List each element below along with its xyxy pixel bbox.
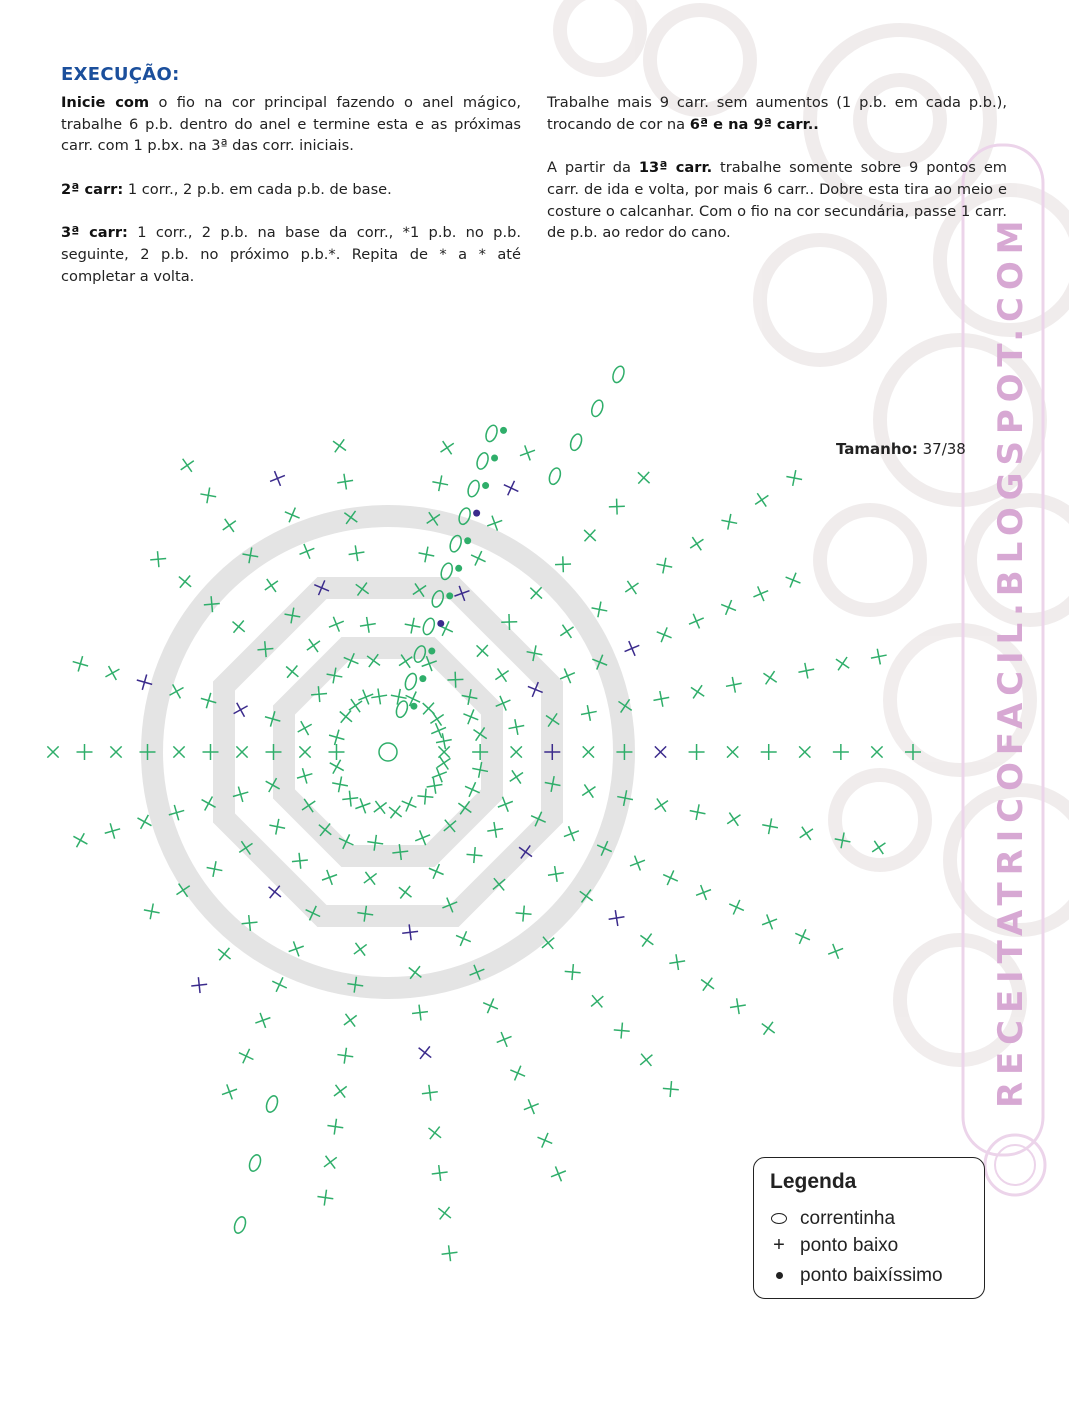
chart-stitch-plus xyxy=(686,611,707,632)
chart-stitch-slip xyxy=(455,565,462,572)
chart-stitch-plus xyxy=(236,1045,257,1066)
section-heading: EXECUÇÃO: xyxy=(61,64,180,85)
chart-stitch-plus xyxy=(205,860,224,879)
instruction-paragraph: 3ª carr: 1 corr., 2 p.b. na base da corr., *1 p.b. no p.b. seguinte, 2 p.b. no próximo p.b.*. Repita de * a * até completar a volta. xyxy=(61,224,521,285)
chart-stitch-plus xyxy=(356,905,374,923)
chart-stitch-plus xyxy=(614,695,636,717)
chart-stitch-chain xyxy=(475,451,490,470)
chart-stitch-plus xyxy=(480,995,501,1016)
chart-stitch-plus xyxy=(203,744,219,760)
chart-stitch-plus xyxy=(564,963,581,980)
legend-item: ponto baixíssimo xyxy=(768,1265,943,1287)
chart-stitch-plus xyxy=(507,1063,528,1084)
chart-stitch-plus xyxy=(319,867,340,888)
chart-stitch-plus xyxy=(297,541,318,562)
chart-stitch-plus xyxy=(797,661,816,680)
chart-stitch-plus xyxy=(785,469,804,488)
chart-stitch-plus xyxy=(336,831,357,852)
chart-stitch-plus xyxy=(525,679,546,700)
chart-stitch-slip xyxy=(482,482,489,489)
chart-stitch-plus xyxy=(336,1047,354,1065)
chart-stitch-plus xyxy=(269,974,290,995)
chart-stitch-plus xyxy=(555,556,572,573)
chart-stitch-plus xyxy=(336,472,354,490)
chart-stitch-plus xyxy=(302,902,323,923)
chart-stitch-plus xyxy=(514,841,536,863)
chart-stitch-plus xyxy=(422,508,444,530)
chart-stitch-plus xyxy=(435,618,456,639)
chart-stitch-slip xyxy=(500,427,507,434)
chart-stitch-plus xyxy=(399,794,420,815)
chart-stitch-plus xyxy=(616,744,632,760)
chart-stitch-plus xyxy=(421,1084,439,1102)
chart-stitch-plus xyxy=(460,688,479,707)
chart-stitch-plus xyxy=(452,583,473,604)
chart-stitch-plus xyxy=(349,938,371,960)
chart-stitch-plus xyxy=(484,513,505,534)
chart-stitch-plus xyxy=(825,941,846,962)
chart-stitch-plus xyxy=(241,546,260,565)
chart-stitch-plus xyxy=(295,766,315,786)
chart-stitch-plus xyxy=(262,774,284,796)
chart-stitch-plus xyxy=(833,744,849,760)
chart-stitch-plus xyxy=(494,1029,515,1050)
chart-stitch-plus xyxy=(905,744,921,760)
chart-stitch-plus xyxy=(230,699,252,721)
chart-stitch-plus xyxy=(316,1189,334,1207)
instruction-paragraph: Inicie com o fio na cor principal fazendo o anel mágico, trabalhe 6 p.b. dentro do anel e termine esta e as próximas carr. com 1 p.bx. na 3ª das corr. iniciais. xyxy=(61,94,521,155)
chart-stitch-plus xyxy=(447,671,464,688)
chart-stitch-plus xyxy=(460,706,481,727)
chart-stitch-plus xyxy=(203,595,220,612)
chart-stitch-plus xyxy=(662,1080,679,1097)
chart-stitch-plus xyxy=(793,741,816,764)
chart-stitch-plus xyxy=(326,1118,344,1136)
oval-chain-icon xyxy=(768,1208,790,1230)
chart-stitch-plus xyxy=(417,545,436,564)
chart-stitch-plus xyxy=(792,926,813,947)
chart-stitch-chain xyxy=(403,672,418,691)
chart-stitch-plus xyxy=(759,912,780,933)
chart-stitch-plus xyxy=(649,741,672,764)
chart-stitch-plus xyxy=(339,1009,361,1031)
chart-stitch-plus xyxy=(491,664,513,686)
chart-stitch-plus xyxy=(359,616,377,634)
chart-stitch-plus xyxy=(424,1122,446,1144)
chart-stitch-plus xyxy=(453,928,474,949)
chart-stitch-plus xyxy=(218,514,240,536)
chart-stitch-plus xyxy=(723,808,745,830)
chart-stitch-chain xyxy=(421,617,436,636)
chart-stitch-plus xyxy=(319,1151,341,1173)
chart-stitch-plus xyxy=(542,709,564,731)
chart-stitch-chain xyxy=(568,433,583,452)
chart-stitch-plus xyxy=(454,797,476,819)
chart-stitch-plus xyxy=(466,846,483,863)
chart-stitch-plus xyxy=(366,834,384,852)
chart-stitch-plus xyxy=(346,976,364,994)
chart-stitch-plus xyxy=(172,879,194,901)
chart-stitch-chain xyxy=(611,365,626,384)
chart-stitch-plus xyxy=(291,852,309,870)
chart-stitch-plus xyxy=(507,718,526,737)
chart-stitch-plus xyxy=(395,650,417,672)
chart-stitch-chain xyxy=(448,534,463,553)
chart-stitch-plus xyxy=(686,533,708,555)
chart-stitch-plus xyxy=(140,744,156,760)
chart-stitch-plus xyxy=(557,665,578,686)
chart-stitch-plus xyxy=(283,606,302,625)
chart-stitch-slip xyxy=(491,454,498,461)
chart-stitch-plus xyxy=(501,614,518,631)
chart-stitch-slip xyxy=(473,510,480,517)
chart-stitch-plus xyxy=(586,990,609,1013)
chart-stitch-plus xyxy=(439,895,460,916)
chart-stitch-plus xyxy=(329,1080,351,1102)
chart-stitch-chain xyxy=(430,589,445,608)
chart-stitch-plus xyxy=(578,780,600,802)
legend-box xyxy=(753,1157,985,1299)
chart-stitch-plus xyxy=(391,843,409,861)
chart-stitch-slip xyxy=(410,703,417,710)
chart-stitch-plus xyxy=(590,600,609,619)
chart-stitch-plus xyxy=(654,624,675,645)
chart-stitch-plus xyxy=(198,793,220,815)
chart-stitch-plus xyxy=(231,784,251,804)
chart-stitch-slip xyxy=(446,592,453,599)
chart-stitch-plus xyxy=(174,570,197,593)
chart-stitch-chain xyxy=(264,1094,279,1113)
chart-stitch-chain xyxy=(484,424,499,443)
chart-stitch-plus xyxy=(436,437,458,459)
chart-stitch-plus xyxy=(166,680,188,702)
chart-stitch-plus xyxy=(495,794,516,815)
legend-title: Legenda xyxy=(770,1170,857,1193)
chart-stitch-plus xyxy=(462,779,483,800)
chart-stitch-plus xyxy=(231,741,254,764)
chart-stitch-chain xyxy=(232,1215,247,1234)
chart-stitch-plus xyxy=(227,615,250,638)
chart-stitch-plus xyxy=(394,881,416,903)
chart-stitch-plus xyxy=(635,1049,658,1072)
chart-stitch-plus xyxy=(142,902,161,921)
chart-stitch-plus xyxy=(517,443,538,464)
chart-stitch-plus xyxy=(102,662,124,684)
chart-stitch-slip xyxy=(419,675,426,682)
chart-stitch-plus xyxy=(759,667,781,689)
chart-stitch-plus xyxy=(718,597,739,618)
chart-stitch-plus xyxy=(103,821,123,841)
chart-stitch-plus xyxy=(351,578,373,600)
chart-stitch-plus xyxy=(607,909,625,927)
chart-stitch-plus xyxy=(42,741,65,764)
chart-stitch-plus xyxy=(655,556,674,575)
chart-stitch-plus xyxy=(761,817,780,836)
chart-stitch-plus xyxy=(168,741,191,764)
chart-stitch-plus xyxy=(135,672,155,692)
chart-stitch-plus xyxy=(370,687,388,705)
chart-stitch-plus xyxy=(525,582,548,605)
chart-stitch-plus xyxy=(544,744,560,760)
chart-stitch-plus xyxy=(751,489,773,511)
chart-stitch-plus xyxy=(866,741,889,764)
chart-stitch-plus xyxy=(472,744,488,760)
chart-stitch-plus xyxy=(720,512,739,531)
chart-stitch-plus xyxy=(621,576,643,598)
chart-stitch-plus xyxy=(577,741,600,764)
chart-stitch-plus xyxy=(750,583,771,604)
chart-stitch-plus xyxy=(331,775,350,794)
chart-stitch-slip xyxy=(437,620,444,627)
chart-stitch-plus xyxy=(219,1082,240,1103)
chart-stitch-plus xyxy=(534,1130,555,1151)
chart-stitch-plus xyxy=(488,873,511,896)
chart-stitch-plus xyxy=(359,867,381,889)
chart-stitch-plus xyxy=(412,827,433,848)
chart-stitch-plus xyxy=(627,853,648,874)
chart-stitch-plus xyxy=(471,640,494,663)
chart-stitch-plus xyxy=(521,1096,542,1117)
instruction-paragraph: 2ª carr: 1 corr., 2 p.b. em cada p.b. de base. xyxy=(61,180,392,198)
chart-stitch-plus xyxy=(302,634,324,656)
chart-stitch-plus xyxy=(579,524,602,547)
chart-stitch-plus xyxy=(404,961,426,983)
chart-stitch-plus xyxy=(267,468,288,489)
chart-stitch-plus xyxy=(257,640,274,657)
chart-stitch-plus xyxy=(467,962,488,983)
chart-stitch-plus xyxy=(500,477,521,498)
chart-stitch-plus xyxy=(561,823,582,844)
chart-stitch-plus xyxy=(469,723,491,745)
chart-stitch-plus xyxy=(537,932,560,955)
chart-stitch-chain xyxy=(547,466,562,485)
chart-stitch-plus xyxy=(150,550,167,567)
chart-stitch-plus xyxy=(213,943,236,966)
chart-stitch-plus xyxy=(660,867,681,888)
chart-stitch-plus xyxy=(417,788,434,805)
chart-stitch-plus xyxy=(594,838,615,859)
chart-stitch-plus xyxy=(613,1022,630,1039)
legend-item: + ponto baixo xyxy=(768,1235,898,1257)
chart-stitch-plus xyxy=(609,498,626,515)
chart-stitch-plus xyxy=(314,818,337,841)
chart-stitch-chain xyxy=(394,700,409,719)
chart-stitch-plus xyxy=(199,691,219,711)
chart-stitch-plus xyxy=(325,666,344,685)
chart-stitch-plus xyxy=(831,653,853,675)
chart-stitch-plus xyxy=(414,1041,436,1063)
chart-stitch-plus xyxy=(260,574,282,596)
chart-stitch-plus xyxy=(696,973,718,995)
chart-stitch-plus xyxy=(253,1010,274,1031)
chart-stitch-plus xyxy=(235,837,257,859)
chart-stitch-plus xyxy=(71,654,91,674)
chart-stitch-plus xyxy=(268,817,287,836)
chart-stitch-plus xyxy=(411,1004,429,1022)
chart-stitch-chain xyxy=(247,1153,262,1172)
chart-stitch-plus xyxy=(689,744,705,760)
chart-stitch-plus xyxy=(795,822,817,844)
chart-stitch-plus xyxy=(326,614,347,635)
chart-stitch-plus xyxy=(833,831,852,850)
chart-stitch-plus xyxy=(505,766,527,788)
chart-stitch-plus xyxy=(408,579,430,601)
chart-stitch-slip xyxy=(464,537,471,544)
chart-stitch-plus xyxy=(176,454,198,476)
chart-stitch-plus xyxy=(241,914,259,932)
chart-stitch-plus xyxy=(686,681,708,703)
chart-stitch-plus xyxy=(486,821,504,839)
chart-stitch-plus xyxy=(528,808,549,829)
chart-stitch-plus xyxy=(471,761,490,780)
chart-stitch-plus xyxy=(328,435,350,457)
chart-stitch-plus xyxy=(329,744,345,760)
chart-stitch-plus xyxy=(310,685,327,702)
chart-stitch-plus xyxy=(468,548,489,569)
chart-stitch-plus xyxy=(294,717,316,739)
chart-stitch-plus xyxy=(632,466,655,489)
chart-stitch-plus xyxy=(650,794,672,816)
chart-stitch-plus xyxy=(341,650,362,671)
chart-stitch-plus xyxy=(286,939,307,960)
chart-stitch-plus xyxy=(721,741,744,764)
chart-stitch-plus xyxy=(362,649,384,671)
chart-stitch-plus xyxy=(636,929,658,951)
chart-stitch-plus xyxy=(688,803,707,822)
chart-stitch-plus xyxy=(589,652,610,673)
chart-stitch-slip xyxy=(428,648,435,655)
chart-stitch-plus xyxy=(652,689,671,708)
chart-stitch-plus xyxy=(726,897,747,918)
chart-stitch-plus xyxy=(668,953,686,971)
chart-stitch-plus xyxy=(77,744,93,760)
chart-stitch-plus xyxy=(369,796,391,818)
chart-stitch-plus xyxy=(335,705,358,728)
chart-stitch-plus xyxy=(347,544,365,562)
chart-stitch-plus xyxy=(70,829,92,851)
chart-stitch-plus xyxy=(134,811,156,833)
chart-stitch-chain xyxy=(412,644,427,663)
chart-stitch-plus xyxy=(403,616,422,635)
chart-stitch-plus xyxy=(783,570,804,591)
chart-stitch-plus xyxy=(311,577,332,598)
instruction-paragraph: A partir da 13ª carr. trabalhe somente sobre 9 pontos em carr. de ida e volta, por mais 6 carr.. Dobre esta tira ao meio e costure o calcanhar. Com o fio na cor secundária, passe 1 carr. de p.b. ao redor do cano. xyxy=(547,159,1008,242)
chart-stitch-plus xyxy=(340,506,362,528)
chart-stitch-plus xyxy=(190,976,208,994)
chart-stitch-plus xyxy=(441,1244,459,1262)
chart-stitch-plus xyxy=(426,861,447,882)
chart-stitch-plus xyxy=(401,923,419,941)
chart-stitch-plus xyxy=(263,881,286,904)
chart-stitch-plus xyxy=(384,801,406,823)
chart-stitch-plus xyxy=(266,744,282,760)
plus-stitch-icon: + xyxy=(773,1234,785,1256)
chart-stitch-plus xyxy=(575,885,597,907)
chart-stitch-chain xyxy=(439,562,454,581)
chart-stitch-plus xyxy=(417,697,440,720)
chart-stitch-plus xyxy=(547,865,565,883)
site-watermark: RECEITATRICOFACIL.BLOGSPOT.COM xyxy=(991,218,1031,1108)
chart-stitch-plus xyxy=(729,997,747,1015)
size-info: Tamanho: 37/38 xyxy=(836,440,966,458)
chart-stitch-plus xyxy=(281,660,304,683)
chart-stitch-plus xyxy=(515,905,532,922)
dot-slip-icon xyxy=(768,1265,790,1287)
chart-stitch-plus xyxy=(433,752,455,774)
chart-stitch-plus xyxy=(263,709,283,729)
chart-stitch-plus xyxy=(105,741,128,764)
chart-stitch-plus xyxy=(621,638,642,659)
chart-stitch-plus xyxy=(761,744,777,760)
chart-stitch-plus xyxy=(868,836,890,858)
chart-stitch-chain xyxy=(457,506,472,525)
chart-stitch-plus xyxy=(439,815,462,838)
chart-stitch-plus xyxy=(505,741,528,764)
chart-stitch-chain xyxy=(590,399,605,418)
chart-stitch-chain xyxy=(466,479,481,498)
chart-stitch-plus xyxy=(616,789,635,808)
chart-stitch-plus xyxy=(525,644,544,663)
chart-stitch-plus xyxy=(434,732,453,751)
chart-stitch-plus xyxy=(199,486,218,505)
chart-stitch-plus xyxy=(757,1017,779,1039)
chart-stitch-plus xyxy=(548,1163,569,1184)
chart-stitch-plus xyxy=(298,794,320,816)
chart-stitch-plus xyxy=(433,1202,455,1224)
instruction-paragraph: Trabalhe mais 9 carr. sem aumentos (1 p.b. em cada p.b.), trocando de cor na 6ª e na 9ª carr.. xyxy=(547,94,1007,133)
chart-stitch-plus xyxy=(294,741,317,764)
chart-stitch-plus xyxy=(167,803,187,823)
chart-stitch-plus xyxy=(693,882,714,903)
chart-stitch-plus xyxy=(341,790,359,808)
chart-stitch-plus xyxy=(556,620,578,642)
chart-stitch-plus xyxy=(724,675,743,694)
chart-stitch-plus xyxy=(869,647,888,666)
chart-stitch-plus xyxy=(282,504,303,525)
chart-stitch-plus xyxy=(431,474,450,493)
chart-stitch-plus xyxy=(493,693,514,714)
chart-magic-ring xyxy=(379,743,397,761)
legend-item: correntinha xyxy=(768,1208,895,1230)
chart-stitch-plus xyxy=(431,1164,449,1182)
chart-stitch-plus xyxy=(579,704,598,723)
chart-stitch-plus xyxy=(543,775,562,794)
chart-stitch-plus xyxy=(419,653,440,674)
